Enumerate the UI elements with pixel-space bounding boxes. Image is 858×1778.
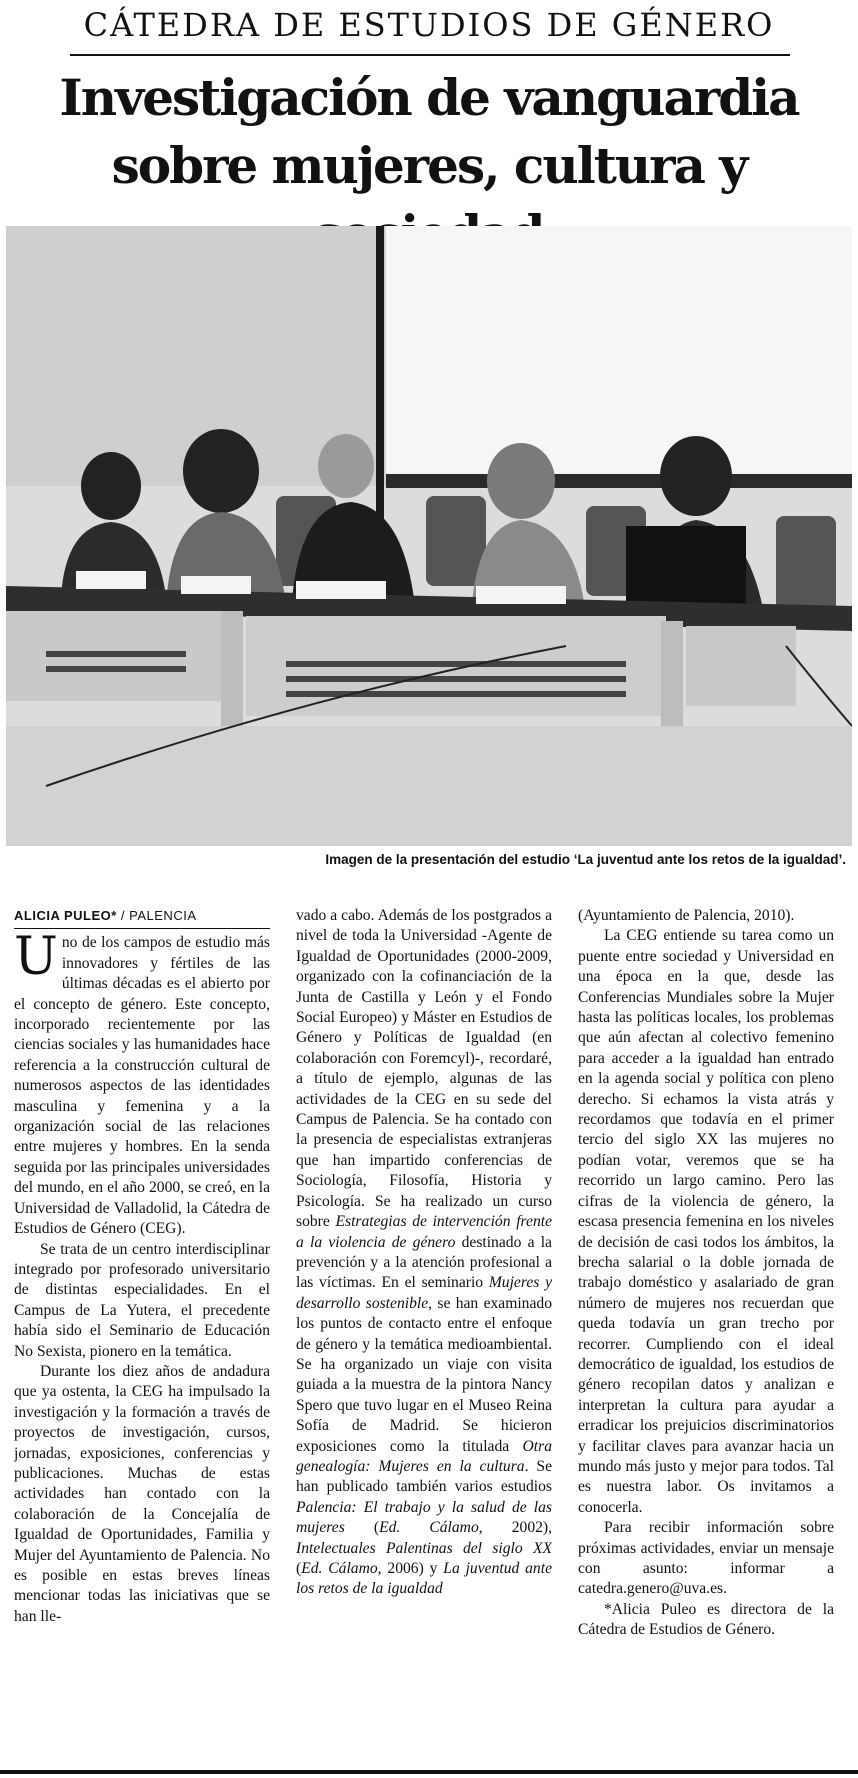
bottom-divider — [0, 1770, 858, 1774]
byline — [14, 906, 270, 929]
drop-cap: U — [14, 927, 58, 988]
byline-author: ALICIA PULEO* — [14, 908, 117, 923]
article-paragraph-3-start: Durante los diez años de andadura que ya ostenta, la CEG ha impulsado la investigación y la formación a través de proyectos de investigación, cursos, jornadas, exposiciones, conferencias y publicaciones. Muchas de estas actividades han contado con la colaboración de la Concejalía de Igualdad de Oportunidades, Familia y Mujer del Ayuntamiento de Palencia. No es posible en estas breves líneas mencionar todas las iniciativas que se han lle- — [14, 1362, 270, 1625]
article-column-1 — [14, 906, 270, 1766]
article-paragraph-1 — [14, 927, 270, 1239]
article-paragraph-5: Para recibir información sobre próximas actividades, enviar un mensaje con asunto: informar a catedra.genero@uva.es. — [578, 1519, 834, 1598]
author-note: *Alicia Puleo es directora de la Cátedra de Estudios de Género. — [578, 1600, 834, 1639]
article-paragraph-2: Se trata de un centro interdisciplinar integrado por profesorado universitario de distintas especialidades. En el Campus de La Yutera, el precedente había sido el Seminario de Educación No Sexista, pionero en la temática. — [14, 1240, 270, 1360]
article-paragraph-3-continued: vado a cabo. Además de los postgrados a nivel de toda la Universidad -Agente de Igualdad de Oportunidades (2000-2009, organizado con la cofinanciación de la Junta de Castilla y León y el Fondo Social Europeo) y Máster en Estudios de Género y Políticas de Igualdad (en colaboración con Foremcyl)-, recordaré, a título de ejemplo, algunas de las actividades de la CEG en su sede del Campus de Palencia. Se ha contado con la presencia de especialistas extranjeras que han impartido conferencias de Sociología, Filosofía, Historia y Psicología. Se ha realizado un curso sobre Estrategias de intervención frente a la violencia de género destinado a la prevención y a la atención profesional a las víctimas. En el seminario Mujeres y desarrollo sostenible, se han examinado los puntos de contacto entre el enfoque de género y la temática medioambiental. Se ha organizado un viaje con visita guiada a la muestra de la pintora Nancy Spero que tuvo lugar en el Museo Reina Sofía de Madrid. Se hicieron exposiciones como la titulada Otra genealogía: Mujeres en la cultura. Se han publicado también varios estudios Palencia: El trabajo y la salud de las mujeres (Ed. Cálamo, 2002), Intelectuales Palentinas del siglo XX (Ed. Cálamo, 2006) y La juventud ante los retos de la igualdad — [296, 907, 552, 1598]
headline-line-1: Investigación de vanguardia — [59, 68, 799, 127]
article-paragraph-1-text: no de los campos de estudio más innovadores y fértiles de las últimas décadas es el abierto por el concepto de género. Este concepto, incorporado recientemente por las ciencias sociales y las humanidades hace referencia a la construcción cultural de numerosos aspectos de las identidades masculina y femenina y a la organización social de las relaciones entre mujeres y hombres. En la senda seguida por las principales universidades del mundo, en el año 2000, se creó, en la Universidad de Valladolid, la Cátedra de Estudios de Género (CEG). — [14, 934, 270, 1238]
section-title: CÁTEDRA DE ESTUDIOS DE GÉNERO — [83, 6, 775, 44]
article-column-2 — [296, 906, 552, 1766]
byline-location: / PALENCIA — [116, 908, 197, 923]
headline-line-2: sobre mujeres, cultura y — [111, 136, 747, 195]
conference-photo-illustration — [6, 226, 852, 846]
article-paragraph-4: La CEG entiende su tarea como un puente entre sociedad y Universidad en una época en la que, desde las Conferencias Mundiales sobre la Mujer hasta las políticas locales, los problemas que aún afectan al colectivo femenino para acceder a la igualdad han entrado en la agenda social y política con pleno derecho. Si echamos la vista atrás y recordamos que todavía en el primer tercio del siglo XX las mujeres no podían votar, veremos que se ha recorrido un largo camino. Pero las cifras de la violencia de género, la escasa presencia femenina en los niveles de decisión de casi todos los ámbitos, la brecha salarial o la doble jornada de trabajo doméstico y asalariado de gran número de mujeres nos recuerdan que queda todavía un gran trecho por recorrer. Cumpliendo con el ideal democrático de igualdad, los estudios de género recopilan datos y analizan e interpretan la cultura para ayudar a erradicar los prejuicios discriminatorios y facilitar claves para avanzar hacia un mundo más justo y mejor para todos. Tal es nuestra labor. Os invitamos a conocerla. — [578, 927, 834, 1516]
article-column-3 — [578, 906, 834, 1766]
article-paragraph-3-end: (Ayuntamiento de Palencia, 2010). — [578, 907, 795, 924]
section-divider — [70, 54, 790, 56]
photo-caption: Imagen de la presentación del estudio ‘La juventud ante los retos de la igualdad’. — [325, 852, 846, 867]
conference-photo — [6, 226, 852, 846]
